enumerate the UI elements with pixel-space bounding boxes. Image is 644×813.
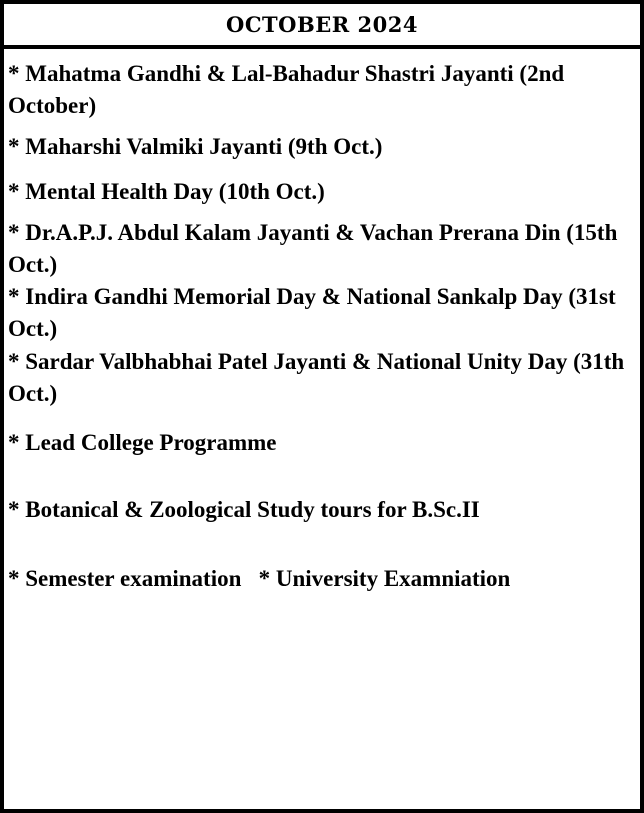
event-item: * Mahatma Gandhi & Lal-Bahadur Shastri Jayanti (2nd October) [8, 61, 565, 118]
event-item: * Semester examination * University Examniation [8, 566, 511, 591]
event-item: * Dr.A.P.J. Abdul Kalam Jayanti & Vachan Prerana Din (15th Oct.) [8, 220, 618, 277]
event-item: * Mental Health Day (10th Oct.) [8, 179, 325, 204]
month-header [4, 4, 640, 49]
event-item: * Indira Gandhi Memorial Day & National Sankalp Day (31st Oct.) [8, 284, 616, 341]
month-title: OCTOBER 2024 [226, 12, 418, 37]
event-item: * Botanical & Zoological Study tours for B.Sc.II [8, 497, 480, 522]
event-item: * Lead College Programme [8, 430, 277, 455]
event-item: * Sardar Valbhabhai Patel Jayanti & National Unity Day (31th Oct.) [8, 349, 625, 406]
event-item: * Maharshi Valmiki Jayanti (9th Oct.) [8, 134, 383, 159]
